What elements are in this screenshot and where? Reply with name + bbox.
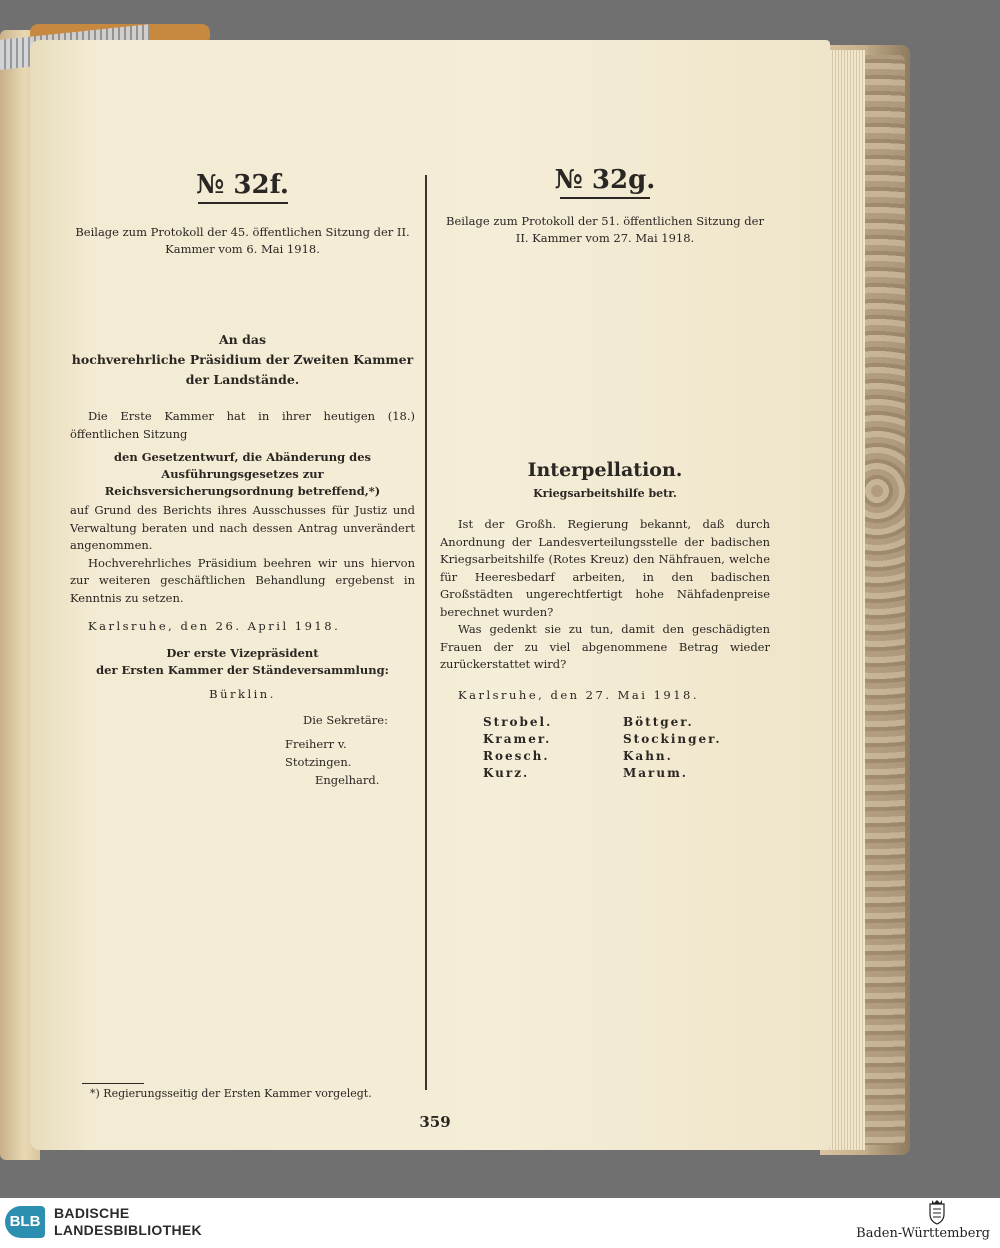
addressee-line1: An das bbox=[218, 332, 266, 347]
signatory: Kramer. bbox=[483, 731, 552, 746]
addressee-line2: hochverehrliche Präsidium der Zweiten Kammer der Landstände. bbox=[71, 352, 414, 387]
cover-marble-paper bbox=[865, 55, 905, 1145]
signatory: Marum. bbox=[623, 765, 688, 780]
bill-title: den Gesetzentwurf, die Abänderung des Ausführungsgesetzes zur Reichsversicherungsordnung betreffend,*) bbox=[104, 450, 381, 498]
library-name[interactable] bbox=[54, 1205, 202, 1239]
number-underline bbox=[198, 202, 288, 204]
interpellation-title: Interpellation. bbox=[527, 459, 683, 481]
interpellation-question-1: Ist der Großh. Regierung bekannt, daß durch Anordnung der Landesverteilungsstelle der badischen Kriegsarbeitshilfe (Rotes Kreuz) den Nähfrauen, welche für Heeresbedarf arbeiten, in den badischen Großstädten ungerechtfertigt hohe Nähfadenpreise berechnet wurden? bbox=[440, 517, 770, 619]
vice-president-chamber: der Ersten Kammer der Ständeversammlung: bbox=[96, 663, 389, 677]
secretary-2: Engelhard. bbox=[315, 773, 380, 787]
signatories bbox=[483, 714, 770, 782]
secretaries-label: Die Sekretäre: bbox=[303, 713, 388, 727]
place-date-left: Karlsruhe, den 26. April 1918. bbox=[88, 619, 341, 633]
paragraph-1: Die Erste Kammer hat in ihrer heutigen (18.) öffentlichen Sitzung bbox=[70, 409, 415, 441]
footer-bar bbox=[0, 1198, 1000, 1248]
document-number-right: № 32g. bbox=[554, 165, 656, 195]
paragraph-3: Hochverehrliches Präsidium beehren wir uns hiervon zur weiteren geschäftlichen Behandlung ergebenst in Kenntnis zu setzen. bbox=[70, 555, 415, 605]
supplement-note-right: Beilage zum Protokoll der 51. öffentlichen Sitzung der II. Kammer vom 27. Mai 1918. bbox=[446, 214, 764, 245]
secretary-1: Freiherr v. Stotzingen. bbox=[285, 737, 352, 769]
signatory: Roesch. bbox=[483, 748, 550, 763]
library-name-line1: BADISCHE bbox=[54, 1205, 130, 1221]
left-column bbox=[70, 170, 415, 789]
supplement-note-left: Beilage zum Protokoll der 45. öffentlichen Sitzung der II. Kammer vom 6. Mai 1918. bbox=[75, 225, 410, 256]
library-name-line2: LANDESBIBLIOTHEK bbox=[54, 1222, 202, 1238]
footnote: *) Regierungsseitig der Ersten Kammer vorgelegt. bbox=[90, 1087, 372, 1100]
signatory: Kurz. bbox=[483, 765, 530, 780]
signatory: Kahn. bbox=[623, 748, 673, 763]
page-number: 359 bbox=[419, 1113, 451, 1131]
paragraph-2: auf Grund des Berichts ihres Ausschusses für Justiz und Verwaltung beraten und nach dessen Antrag unverändert angenommen. bbox=[70, 503, 415, 552]
signatory: Strobel. bbox=[483, 714, 553, 729]
interpellation-subject: Kriegsarbeitshilfe betr. bbox=[533, 487, 677, 500]
vice-president-name: Bürklin. bbox=[209, 687, 276, 701]
number-underline bbox=[560, 197, 650, 199]
document-number-left: № 32f. bbox=[196, 170, 289, 200]
signatory: Böttger. bbox=[623, 714, 694, 729]
state-label[interactable]: Baden-Württemberg bbox=[856, 1226, 990, 1241]
place-date-right: Karlsruhe, den 27. Mai 1918. bbox=[458, 687, 700, 702]
interpellation-question-2: Was gedenkt sie zu tun, damit den geschädigten Frauen der zu viel abgenommene Betrag wieder zurückerstattet wird? bbox=[440, 622, 770, 671]
right-column bbox=[440, 165, 770, 782]
footnote-rule bbox=[82, 1083, 144, 1084]
column-divider bbox=[425, 175, 427, 1090]
signatory: Stockinger. bbox=[623, 731, 722, 746]
coat-of-arms-icon bbox=[927, 1199, 947, 1225]
blb-logo-icon[interactable]: BLB bbox=[5, 1206, 45, 1238]
vice-president-title: Der erste Vizepräsident bbox=[166, 646, 319, 660]
